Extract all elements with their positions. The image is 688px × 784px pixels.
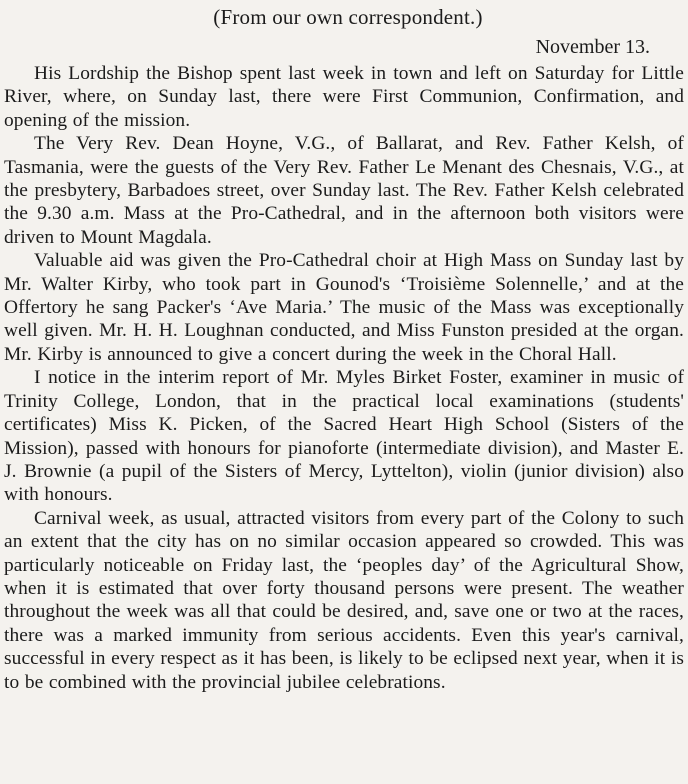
article-date: November 13. <box>535 36 650 58</box>
news-article <box>4 4 684 694</box>
paragraph-carnival-week: Carnival week, as usual, attracted visitors from every part of the Colony to such an extent that the city has on no similar occasion appeared so crowded. This was particularly noticeable on Friday last, the ‘peoples day’ of the Agricultural Show, when it is estimated that over forty thousand persons were present. The weather throughout the week was all that could be desired, and, save one or two at the races, there was a marked immunity from serious accidents. Even this year's carnival, successful in every respect as it has been, is likely to be eclipsed next year, when it is to be combined with the provincial jubilee celebrations. <box>4 507 684 693</box>
paragraph-choir: Valuable aid was given the Pro-Cathedral choir at High Mass on Sunday last by Mr. Walter Kirby, who took part in Gounod's ‘Troisième Solennelle,’ and at the Offertory he sang Packer's ‘Ave Maria.’ The music of the Mass was exceptionally well given. Mr. H. H. Loughnan conducted, and Miss Funston presided at the organ. Mr. Kirby is announced to give a concert during the week in the Choral Hall. <box>4 250 684 365</box>
paragraph-guests: The Very Rev. Dean Hoyne, V.G., of Ballarat, and Rev. Father Kelsh, of Tasmania, were the guests of the Very Rev. Father Le Menant des Chesnais, V.G., at the presbytery, Barbadoes street, over Sunday last. The Rev. Father Kelsh celebrated the 9.30 a.m. Mass at the Pro-Cathedral, and in the afternoon both visitors were driven to Mount Magdala. <box>4 133 684 248</box>
article-byline: (From our own correspondent.) <box>213 5 483 29</box>
paragraph-bishop-visit: His Lordship the Bishop spent last week in town and left on Saturday for Little River, where, on Sunday last, there were First Communion, Confirmation, and opening of the mission. <box>4 63 684 131</box>
paragraph-music-examinations: I notice in the interim report of Mr. Myles Birket Foster, examiner in music of Trinity College, London, that in the practical local examinations (students' certificates) Miss K. Picken, of the Sacred Heart High School (Sisters of the Mission), passed with honours for pianoforte (intermediate division), and Master E. J. Brownie (a pupil of the Sisters of Mercy, Lyttelton), violin (junior division) also with honours. <box>4 367 684 506</box>
